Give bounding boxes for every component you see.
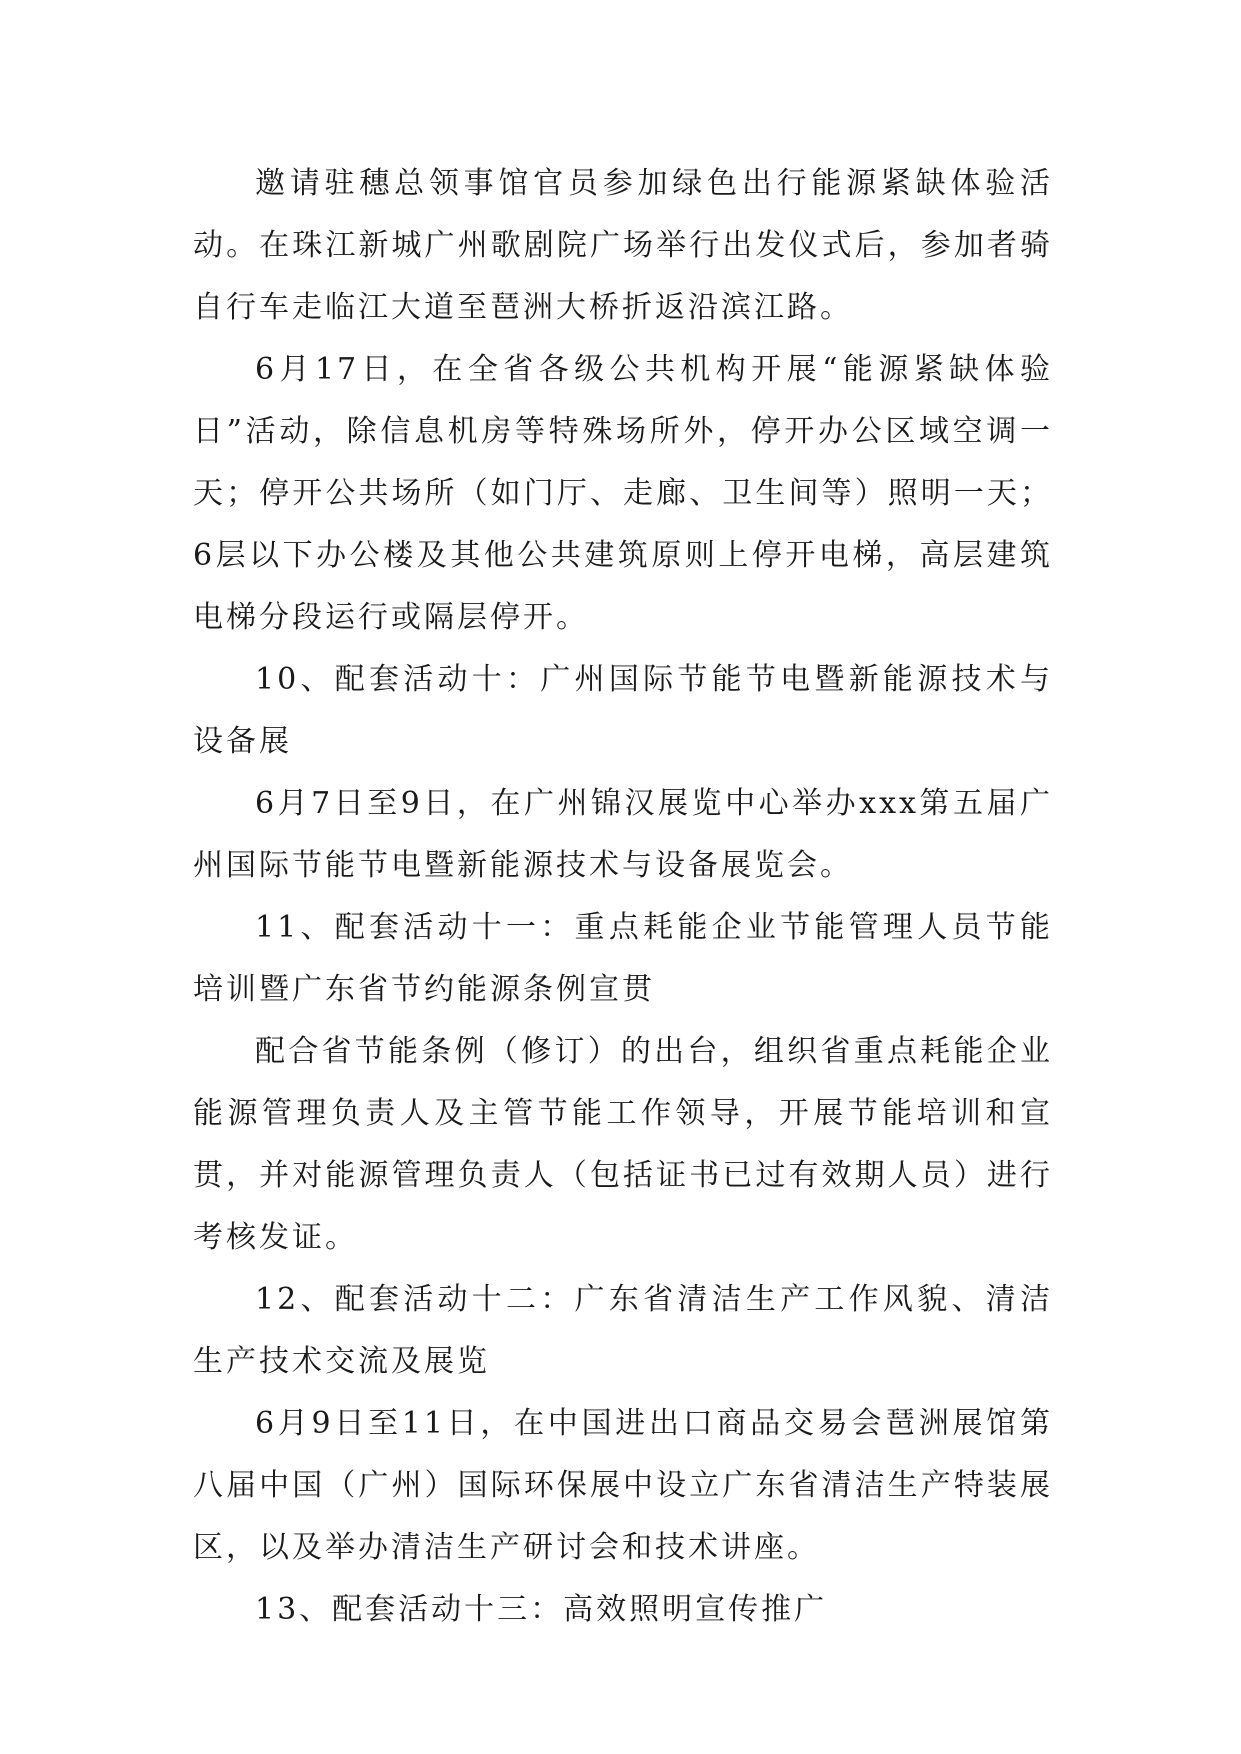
heading-activity-10: 10、配套活动十：广州国际节能节电暨新能源技术与设备展 <box>193 662 1053 759</box>
paragraph-energy-shortage-day: 6月17日，在全省各级公共机构开展“能源紧缺体验日”活动，除信息机房等特殊场所外，停开办公区域空调一天；停开公共场所（如门厅、走廊、卫生间等）照明一天；6层以下办公楼及其他公共建筑原则上停开电梯，高层建筑电梯分段运行或隔层停开。 <box>193 352 1053 635</box>
heading-activity-13: 13、配套活动十三：高效照明宣传推广 <box>255 1592 828 1627</box>
paragraph-activity-11-detail: 配合省节能条例（修订）的出台，组织省重点耗能企业能源管理负责人及主管节能工作领导，开展节能培训和宣贯，并对能源管理负责人（包括证书已过有效期人员）进行考核发证。 <box>193 1034 1053 1255</box>
heading-activity-11: 11、配套活动十一：重点耗能企业节能管理人员节能培训暨广东省节约能源条例宣贯 <box>193 910 1053 1007</box>
paragraph-activity-10-detail: 6月7日至9日，在广州锦汉展览中心举办xxx第五届广州国际节能节电暨新能源技术与设备展览会。 <box>193 786 1053 883</box>
heading-activity-12: 12、配套活动十二：广东省清洁生产工作风貌、清洁生产技术交流及展览 <box>193 1282 1053 1379</box>
document-body <box>193 153 1053 1641</box>
paragraph-green-travel: 邀请驻穗总领事馆官员参加绿色出行能源紧缺体验活动。在珠江新城广州歌剧院广场举行出发仪式后，参加者骑自行车走临江大道至琶洲大桥折返沿滨江路。 <box>193 166 1053 325</box>
paragraph-activity-12-detail: 6月9日至11日，在中国进出口商品交易会琶洲展馆第八届中国（广州）国际环保展中设立广东省清洁生产特装展区，以及举办清洁生产研讨会和技术讲座。 <box>193 1406 1053 1565</box>
